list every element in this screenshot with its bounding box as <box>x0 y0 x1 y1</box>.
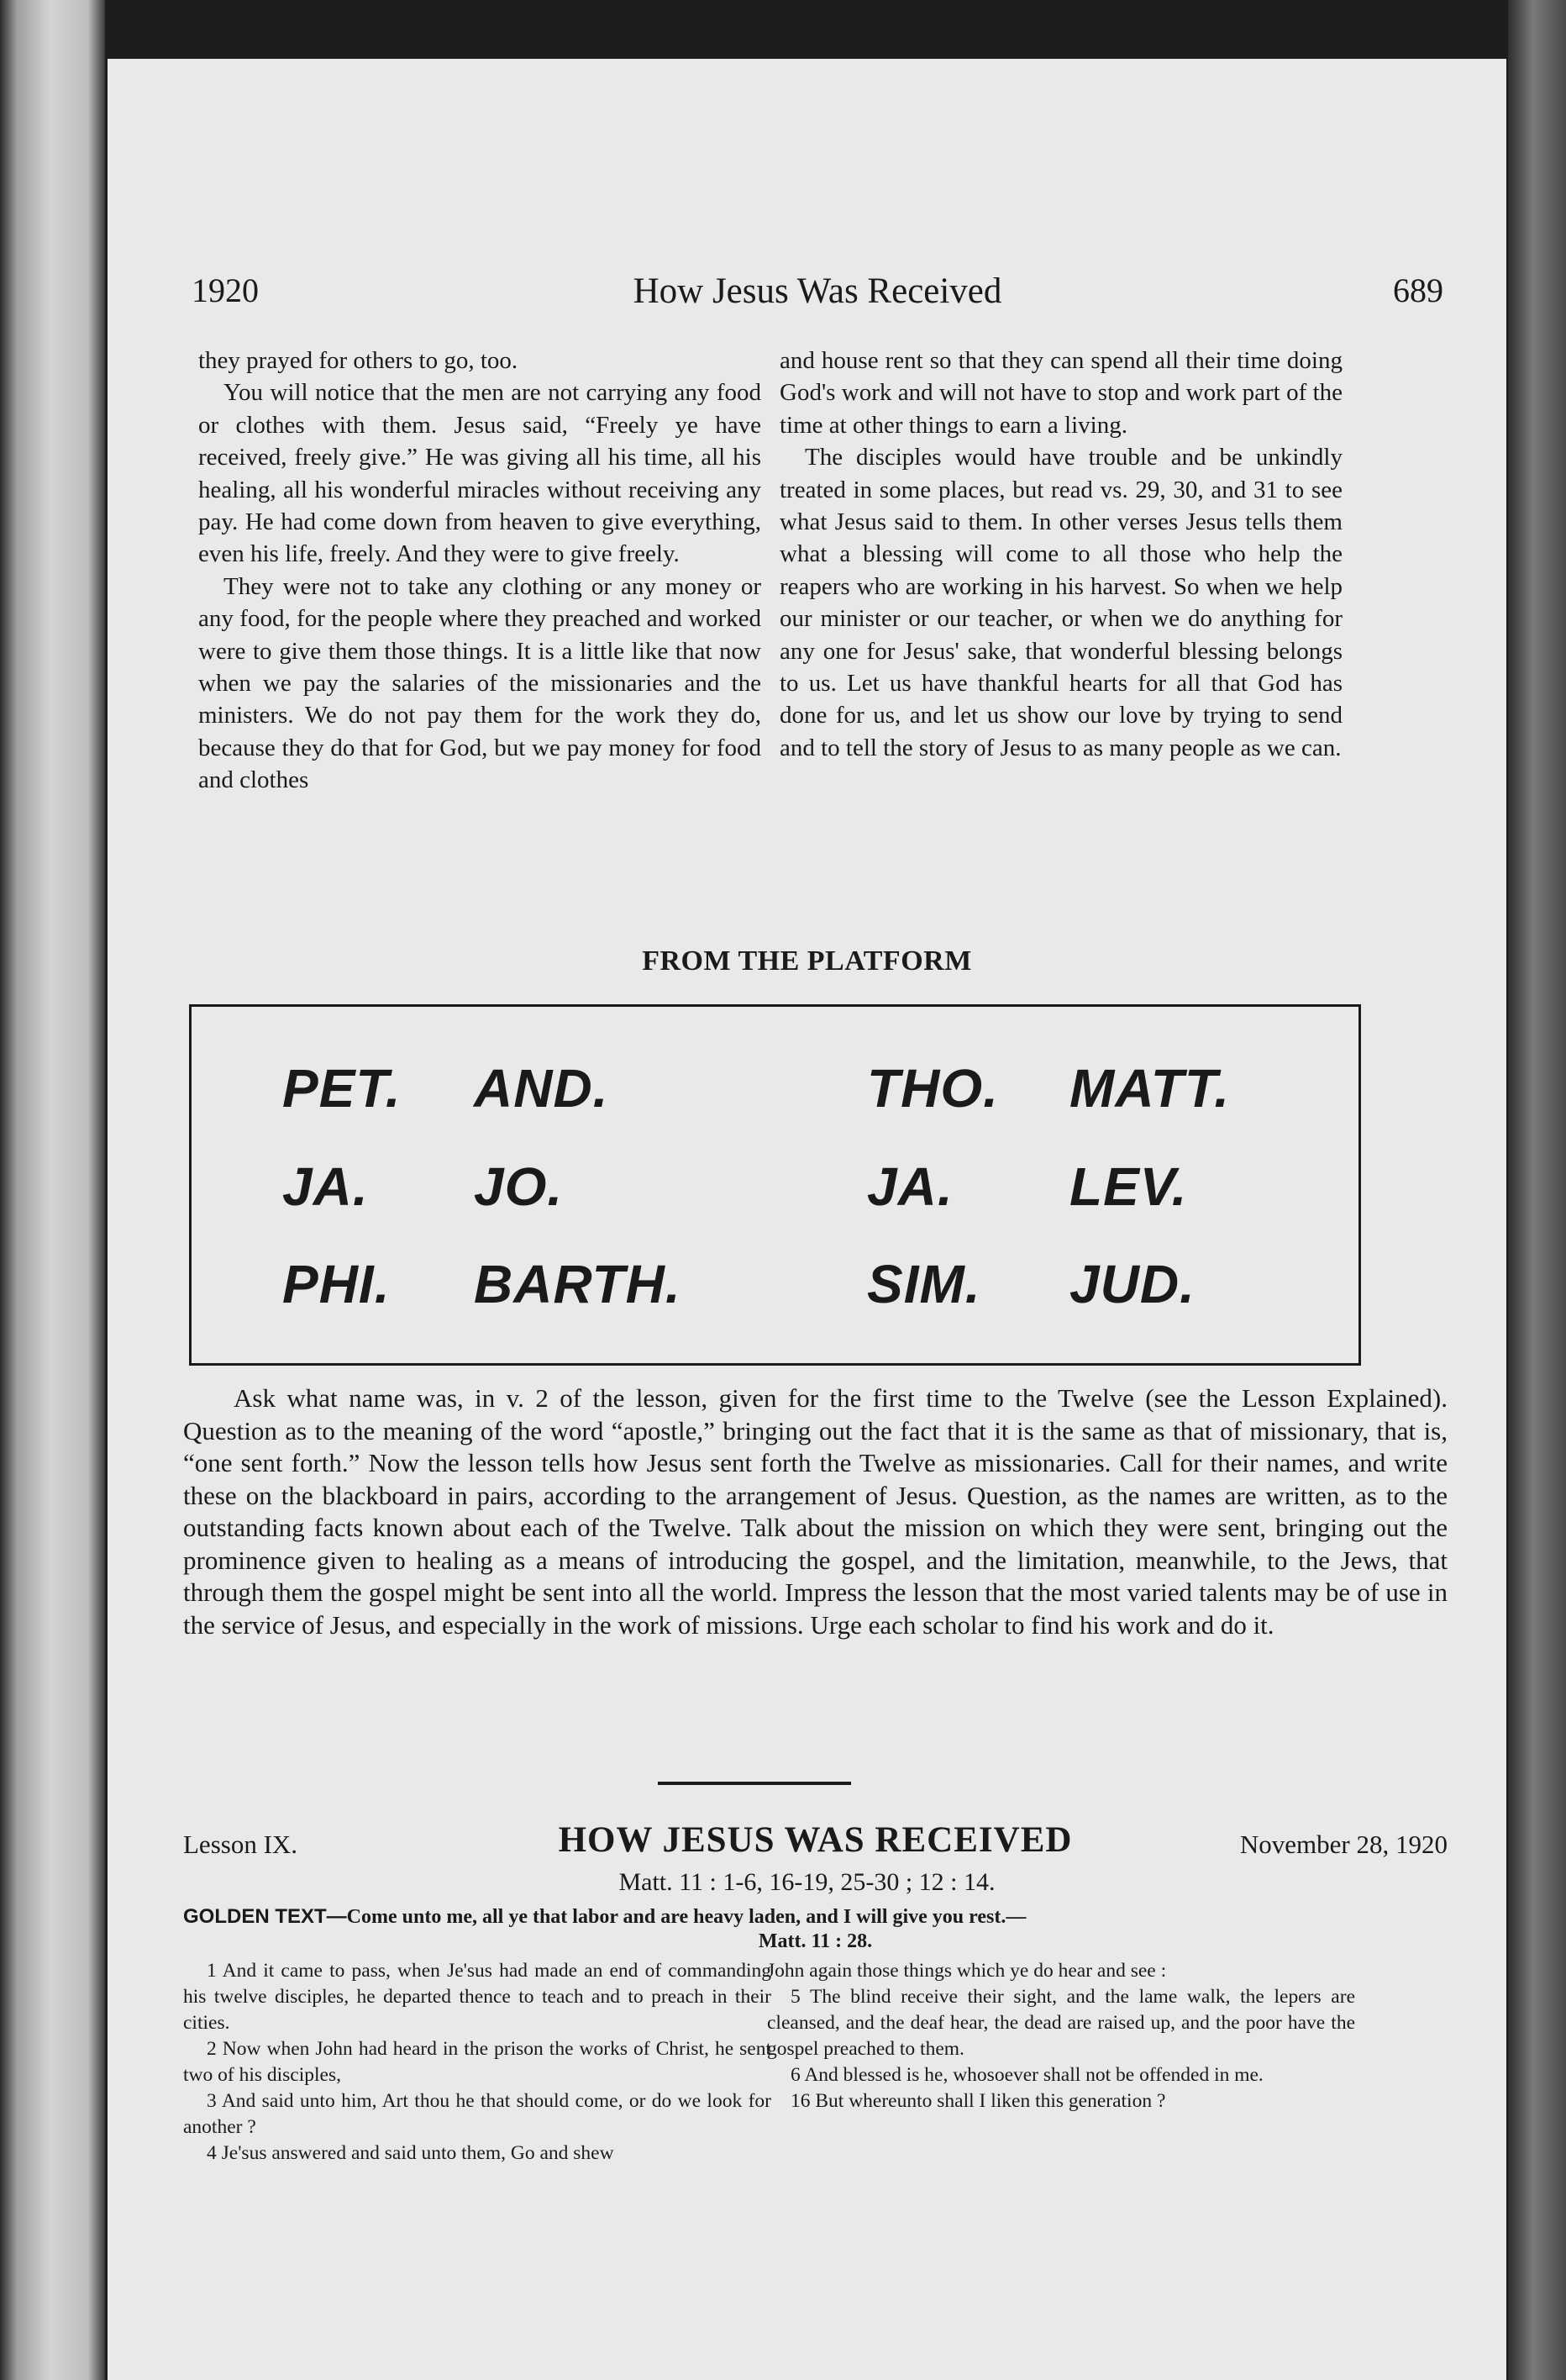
scripture-verses-left <box>183 1958 771 2167</box>
header-title: How Jesus Was Received <box>633 271 1002 311</box>
golden-text-label: GOLDEN TEXT— <box>183 1905 347 1928</box>
paragraph: and house rent so that they can spend all their time doing God's work and will not have to stop and work part of the time at other things to earn a living. <box>780 347 1343 439</box>
platform-heading: FROM THE PLATFORM <box>642 945 972 977</box>
verse: John again those things which ye do hear and see : <box>767 1960 1167 1982</box>
section-divider <box>658 1782 851 1785</box>
verse: 1 And it came to pass, when Je'sus had made an end of commanding his twelve disciples, he departed thence to teach and to preach in their cities. <box>183 1960 771 2034</box>
page-number: 689 <box>1393 271 1443 309</box>
lesson-header <box>183 1819 1448 1870</box>
verse: 2 Now when John had heard in the prison the works of Christ, he sent two of his disciples, <box>183 2038 771 2086</box>
apostle-abbreviation: SIM. <box>867 1254 981 1314</box>
apostle-abbreviation: JUD. <box>1069 1254 1196 1314</box>
apostle-abbreviation: BARTH. <box>474 1254 681 1314</box>
header-year: 1920 <box>192 271 259 309</box>
paragraph: Ask what name was, in v. 2 of the lesson, given for the first time to the Twelve (see the Lesson Explained). Question as to the meaning of the word “apostle,” bringing out the fact that it is the same as that of missionary, that is, “one sent forth.” Now the lesson tells how Jesus sent forth the Twelve as missionaries. Call for their names, and write these on the blackboard in pairs, according to the arrangement of Jesus. Question, as the names are written, as to the outstanding facts known about each of the Twelve. Talk about the mission on which they were sent, bringing out the prominence given to healing as a means of introducing the gospel, and the limitation, meanwhile, to the Jews, that through them the gospel might be sent into all the world. Impress the lesson that the most varied talents may be of use in the service of Jesus, and especially in the work of missions. Urge each scholar to find his work and do it. <box>183 1383 1448 1640</box>
golden-text-reference: Matt. 11 : 28. <box>758 1930 873 1952</box>
book-binding-edge <box>1508 0 1566 2380</box>
book-page <box>108 59 1506 2380</box>
blackboard-box <box>189 1004 1361 1366</box>
left-column <box>198 345 761 797</box>
paragraph: They were not to take any clothing or any money or any food, for the people where they preached and worked were to give them those things. It is a little like that now when we pay the salaries of the missionaries and the ministers. We do not pay them for the work they do, because they do that for God, but we pay money for food and clothes <box>198 572 761 794</box>
lesson-date: November 28, 1920 <box>1239 1830 1448 1859</box>
apostle-abbreviation: PET. <box>282 1058 402 1119</box>
platform-instructions <box>183 1382 1448 1641</box>
verse: 3 And said unto him, Art thou he that should come, or do we look for another ? <box>183 2090 771 2138</box>
lesson-title: HOW JESUS WAS RECEIVED <box>558 1820 1073 1860</box>
paragraph: they prayed for others to go, too. <box>198 347 518 374</box>
scripture-verses-right <box>767 1958 1355 2114</box>
apostle-abbreviation: LEV. <box>1069 1156 1188 1217</box>
paragraph: The disciples would have trouble and be unkindly treated in some places, but read vs. 29, 30, and 31 to see what Jesus said to them. In other verses Jesus tells them what a blessing will come to all those who help the reapers who are working in his harvest. So when we help our minister or our teacher, or when we do anything for any one for Jesus' sake, that wonderful blessing belongs to us. Let us have thankful hearts for all that God has done for us, and let us show our love by trying to send and to tell the story of Jesus to as many people as we can. <box>780 444 1343 761</box>
golden-text <box>183 1904 1448 1954</box>
adjacent-page-edge <box>0 0 105 2380</box>
verse: 6 And blessed is he, whosoever shall not be offended in me. <box>791 2064 1264 2086</box>
verse: 5 The blind receive their sight, and the lame walk, the lepers are cleansed, and the deaf hear, the dead are raised up, and the poor have the gospel preached to them. <box>767 1986 1355 2060</box>
apostle-abbreviation: JA. <box>282 1156 369 1217</box>
apostle-abbreviation: JA. <box>867 1156 954 1217</box>
right-column <box>780 345 1343 764</box>
apostle-abbreviation: JO. <box>474 1156 564 1217</box>
scripture-reference: Matt. 11 : 1-6, 16-19, 25-30 ; 12 : 14. <box>618 1868 996 1896</box>
verse: 4 Je'sus answered and said unto them, Go and shew <box>207 2142 614 2164</box>
apostle-abbreviation: AND. <box>474 1058 609 1119</box>
paragraph: You will notice that the men are not carrying any food or clothes with them. Jesus said, “Freely ye have received, freely give.” He was giving all his time, all his healing, all his wonderful miracles without receiving any pay. He had come down from heaven to give everything, even his life, freely. And they were to give freely. <box>198 379 761 568</box>
apostle-abbreviation: MATT. <box>1069 1058 1230 1119</box>
verse: 16 But whereunto shall I liken this generation ? <box>791 2090 1166 2112</box>
running-head <box>192 271 1443 329</box>
golden-text-body: Come unto me, all ye that labor and are heavy laden, and I will give you rest.— <box>346 1906 1027 1928</box>
apostle-abbreviation: PHI. <box>282 1254 391 1314</box>
apostle-abbreviation: THO. <box>867 1058 999 1119</box>
lesson-number: Lesson IX. <box>183 1830 298 1859</box>
